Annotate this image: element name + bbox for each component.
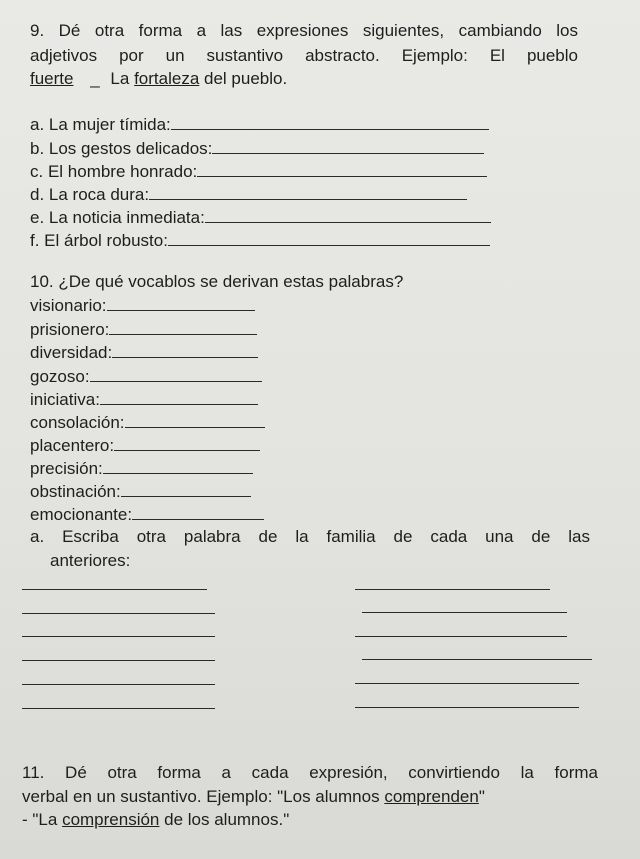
q10-word-row xyxy=(30,503,264,526)
answer-blank[interactable] xyxy=(205,206,491,223)
answer-blank[interactable] xyxy=(125,411,265,428)
q9-example xyxy=(30,68,287,90)
answer-line-right[interactable] xyxy=(362,612,567,613)
q10-word: obstinación: xyxy=(30,482,121,501)
q9-item-a xyxy=(30,113,489,136)
q11-line2-pre: verbal en un sustantivo. Ejemplo: "Los alumnos xyxy=(22,787,380,806)
q10-word-row xyxy=(30,480,251,503)
answer-line-left[interactable] xyxy=(22,660,215,661)
q10-title: 10. ¿De qué vocablos se derivan estas palabras? xyxy=(30,272,404,291)
q11-line1: 11. Dé otra forma a cada expresión, convirtiendo la forma xyxy=(22,763,598,782)
q9-item-label: f. El árbol robusto: xyxy=(30,231,168,250)
q10-word: diversidad: xyxy=(30,343,113,362)
answer-line-left[interactable] xyxy=(22,589,207,590)
answer-blank[interactable] xyxy=(114,434,260,451)
answer-blank[interactable] xyxy=(168,229,490,246)
q10-word: visionario: xyxy=(30,296,107,315)
q9-item-label: e. La noticia inmediata: xyxy=(30,208,205,227)
q11-example-verb: comprenden xyxy=(384,787,479,806)
answer-line-left[interactable] xyxy=(22,708,215,709)
q11-line3-post: de los alumnos." xyxy=(164,810,290,829)
answer-line-right[interactable] xyxy=(355,589,550,590)
answer-blank[interactable] xyxy=(171,113,489,130)
q10-word-row xyxy=(30,294,255,317)
q9-example-dash: _ xyxy=(90,69,100,88)
q10-word: gozoso: xyxy=(30,367,90,386)
answer-blank[interactable] xyxy=(109,318,257,335)
q10-word: consolación: xyxy=(30,413,125,432)
q10-word: prisionero: xyxy=(30,320,110,339)
answer-line-right[interactable] xyxy=(355,636,567,637)
q10-sub-a-line1: a. Escriba otra palabra de la familia de cada una de las xyxy=(30,527,590,546)
q9-example-noun: fortaleza xyxy=(134,69,200,88)
q10-word: precisión: xyxy=(30,459,103,478)
q10-word-row xyxy=(30,341,258,364)
answer-line-right[interactable] xyxy=(355,683,579,684)
q9-item-label: c. El hombre honrado: xyxy=(30,162,198,181)
q11-example-noun: comprensión xyxy=(62,810,160,829)
q10-sub-a-line2: anteriores: xyxy=(50,551,131,570)
q9-line2: adjetivos por un sustantivo abstracto. Ejemplo: El pueblo xyxy=(30,46,578,65)
q11-line3 xyxy=(22,809,289,831)
answer-blank[interactable] xyxy=(149,183,467,200)
q10-word: iniciativa: xyxy=(30,390,100,409)
q10-word-row xyxy=(30,411,265,434)
q10-word: placentero: xyxy=(30,436,115,455)
q10-word-row xyxy=(30,318,257,341)
answer-blank[interactable] xyxy=(197,160,487,177)
answer-line-left[interactable] xyxy=(22,636,215,637)
q10-word-row xyxy=(30,457,253,480)
q9-item-e xyxy=(30,206,491,229)
q9-example-post: del pueblo. xyxy=(204,69,288,88)
answer-blank[interactable] xyxy=(103,457,253,474)
q9-line1: 9. Dé otra forma a las expresiones siguientes, cambiando los xyxy=(30,21,578,40)
answer-blank[interactable] xyxy=(132,503,264,520)
q10-word-row xyxy=(30,365,262,388)
answer-blank[interactable] xyxy=(90,365,262,382)
answer-line-left[interactable] xyxy=(22,613,215,614)
q9-example-word: fuerte xyxy=(30,69,74,88)
q9-item-d xyxy=(30,183,467,206)
q9-example-pre: La xyxy=(110,69,130,88)
q9-item-label: d. La roca dura: xyxy=(30,185,150,204)
q9-item-b xyxy=(30,137,484,160)
answer-blank[interactable] xyxy=(107,294,255,311)
q10-word-row xyxy=(30,388,258,411)
q10-word: emocionante: xyxy=(30,505,133,524)
answer-line-right[interactable] xyxy=(355,707,579,708)
answer-blank[interactable] xyxy=(212,137,484,154)
q11-line2-post: " xyxy=(478,787,485,806)
answer-blank[interactable] xyxy=(112,341,258,358)
q11-line2 xyxy=(22,786,485,808)
answer-blank[interactable] xyxy=(100,388,258,405)
answer-line-right[interactable] xyxy=(362,659,592,660)
q9-item-label: a. La mujer tímida: xyxy=(30,115,171,134)
q9-item-c xyxy=(30,160,487,183)
q9-item-label: b. Los gestos delicados: xyxy=(30,139,213,158)
answer-blank[interactable] xyxy=(121,480,251,497)
q10-word-row xyxy=(30,434,260,457)
answer-line-left[interactable] xyxy=(22,684,215,685)
q9-item-f xyxy=(30,229,490,252)
q11-line3-pre: - "La xyxy=(22,810,58,829)
